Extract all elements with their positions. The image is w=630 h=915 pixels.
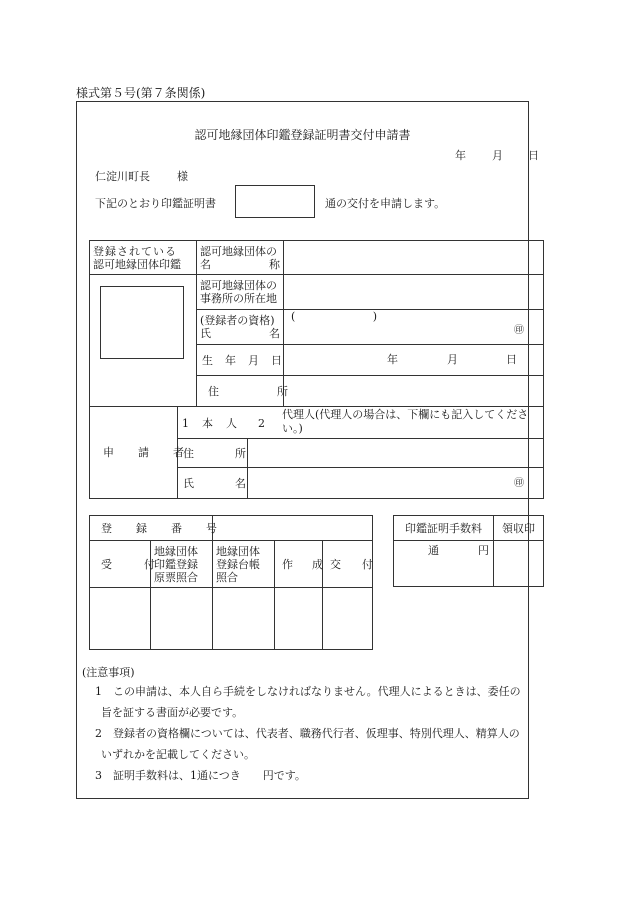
registration-number-label: [90, 516, 217, 541]
birth-year-unit: 年: [387, 353, 398, 366]
reg-number-char: 号: [206, 521, 217, 535]
header-char: 成: [312, 557, 323, 571]
registrant-name-char-a: 氏: [200, 327, 211, 340]
recipient: 仁淀川町長: [95, 170, 150, 183]
header-kofu: [323, 541, 373, 588]
header-char: 受: [101, 557, 112, 571]
note-1-line2: 旨を証する書面が必要です。: [101, 706, 244, 719]
applicant-address-label-cell: [178, 439, 248, 468]
fee-count-unit: 通: [428, 544, 439, 557]
applicant-address-char-b: 所: [235, 446, 246, 460]
note-2-line1: 登録者の資格欄については、代表者、職務代行者、仮理事、特別代理人、精算人の: [113, 727, 520, 740]
birthdate-label-cell: [197, 345, 284, 376]
date-month-label: 月: [492, 149, 503, 162]
birth-label-char: 生: [202, 353, 213, 367]
note-2-number: 2: [95, 727, 102, 740]
form-title: 認可地縁団体印鑑登録証明書交付申請書: [194, 128, 411, 142]
applicant-address-value[interactable]: [248, 439, 544, 468]
date-day-label: 日: [528, 149, 539, 162]
applicant-seal-mark: ㊞: [514, 478, 524, 489]
applicant-label-char: 者: [173, 446, 184, 459]
header-line: 印鑑登録: [154, 557, 198, 571]
note-1-line1: この申請は、本人自ら手続をしなければなりません。代理人によるときは、委任の: [113, 685, 521, 698]
qualification-paren-close: ): [372, 310, 377, 323]
office-label-line1: 認可地縁団体の: [200, 279, 277, 292]
copies-count-box[interactable]: [235, 185, 315, 218]
header-line: 地縁団体: [216, 544, 260, 558]
birth-day-unit: 日: [506, 353, 517, 366]
header-char: 作: [282, 557, 293, 571]
sakusei-stamp-cell[interactable]: [275, 588, 323, 650]
group-name-value[interactable]: [284, 241, 544, 275]
group-name-label-line1: 認可地縁団体の: [200, 244, 277, 258]
registrant-name-char-b: 名: [269, 327, 280, 340]
header-daicho-shogo: [213, 541, 275, 588]
applicant-option1-number: 1: [182, 417, 189, 430]
note-3-number: 3: [95, 769, 102, 782]
header-line: 原票照合: [154, 570, 198, 584]
note-1-number: 1: [95, 685, 102, 698]
group-name-label-char-b: 称: [269, 257, 280, 271]
group-name-label-char-a: 名: [200, 257, 211, 271]
header-uketsuke: [90, 541, 155, 588]
receipt-label-cell: [494, 516, 544, 541]
applicant-name-char-b: 名: [235, 476, 246, 490]
registered-seal-stamp-box: [100, 286, 184, 359]
registered-seal-label-line2: 認可地縁団体印鑑: [93, 257, 181, 271]
uketsuke-stamp-cell[interactable]: [90, 588, 151, 650]
birth-label-char: 月: [248, 353, 259, 367]
header-line: 地縁団体: [154, 544, 198, 558]
form-number: 様式第５号(第７条関係): [76, 86, 206, 100]
registered-seal-header: [90, 241, 197, 275]
applicant-type-cell[interactable]: [178, 407, 544, 439]
genpyo-stamp-cell[interactable]: [151, 588, 213, 650]
registration-number-value[interactable]: [213, 516, 373, 541]
applicant-option2-text: 代理人(代理人の場合は、下欄にも記入してください。): [282, 408, 529, 435]
date-year-label: 年: [455, 149, 466, 162]
registrant-name-value[interactable]: [284, 310, 544, 345]
header-genpyo-shogo: [151, 541, 213, 588]
header-char: 交: [330, 557, 341, 571]
note-3-line1: 証明手数料は、1通につき 円です。: [113, 769, 306, 782]
fee-value-cell[interactable]: [394, 541, 494, 587]
registered-seal-label-line1: 登録されている: [93, 244, 177, 258]
registrant-name-label-cell: [197, 310, 284, 345]
header-char: 付: [362, 557, 374, 571]
kofu-stamp-cell[interactable]: [323, 588, 373, 650]
office-use-table: [89, 515, 373, 650]
applicant-label-char: 申: [103, 446, 114, 459]
applicant-name-label-cell: [178, 468, 248, 499]
request-text-before: 下記のとおり印鑑証明書: [95, 197, 216, 210]
fee-label: 印鑑証明手数料: [405, 521, 482, 535]
header-char: 付: [144, 557, 155, 571]
note-2-line2: いずれかを記載してください。: [101, 748, 255, 761]
applicant-name-value[interactable]: [248, 468, 544, 499]
office-label-cell: [197, 275, 284, 310]
address-label-cell: [197, 376, 288, 407]
fee-yen-unit: 円: [478, 544, 489, 557]
applicant-label-cell: [90, 407, 184, 499]
office-label-line2: 事務所の所在地: [200, 292, 277, 305]
address-label-char-b: 所: [277, 384, 288, 398]
group-name-label-cell: [197, 241, 284, 275]
applicant-address-char-a: 住: [183, 446, 194, 460]
applicant-name-char-a: 氏: [183, 476, 194, 490]
daicho-stamp-cell[interactable]: [213, 588, 275, 650]
notes-heading: (注意事項): [82, 666, 135, 679]
header-line: 登録台帳: [216, 557, 260, 571]
birthdate-value[interactable]: [284, 345, 544, 376]
birth-label-char: 日: [271, 353, 282, 367]
address-label-char-a: 住: [208, 384, 219, 398]
honorific: 様: [177, 170, 188, 183]
office-address-value[interactable]: [284, 275, 544, 310]
main-table: [89, 240, 544, 499]
fee-label-cell: [394, 516, 494, 541]
fee-table: [393, 515, 544, 587]
receipt-stamp-cell[interactable]: [494, 541, 544, 587]
qualification-paren-open: (: [291, 310, 296, 323]
header-sakusei: [275, 541, 323, 588]
reg-number-char: 録: [136, 521, 147, 535]
receipt-label: 領収印: [502, 521, 535, 535]
applicant-option1-char: 人: [226, 417, 237, 430]
reg-number-char: 番: [171, 521, 182, 535]
applicant-label-char: 請: [138, 446, 149, 459]
qualification-label: (登録者の資格): [200, 314, 275, 327]
header-line: 照合: [216, 570, 238, 584]
applicant-option2-number: 2: [258, 417, 265, 430]
request-text-after: 通の交付を申請します。: [325, 197, 446, 210]
applicant-option1-char: 本: [202, 417, 213, 430]
registrant-seal-mark: ㊞: [514, 325, 524, 336]
birth-label-char: 年: [225, 353, 236, 367]
address-value[interactable]: [284, 376, 544, 407]
reg-number-char: 登: [101, 521, 112, 535]
birth-month-unit: 月: [447, 353, 458, 366]
